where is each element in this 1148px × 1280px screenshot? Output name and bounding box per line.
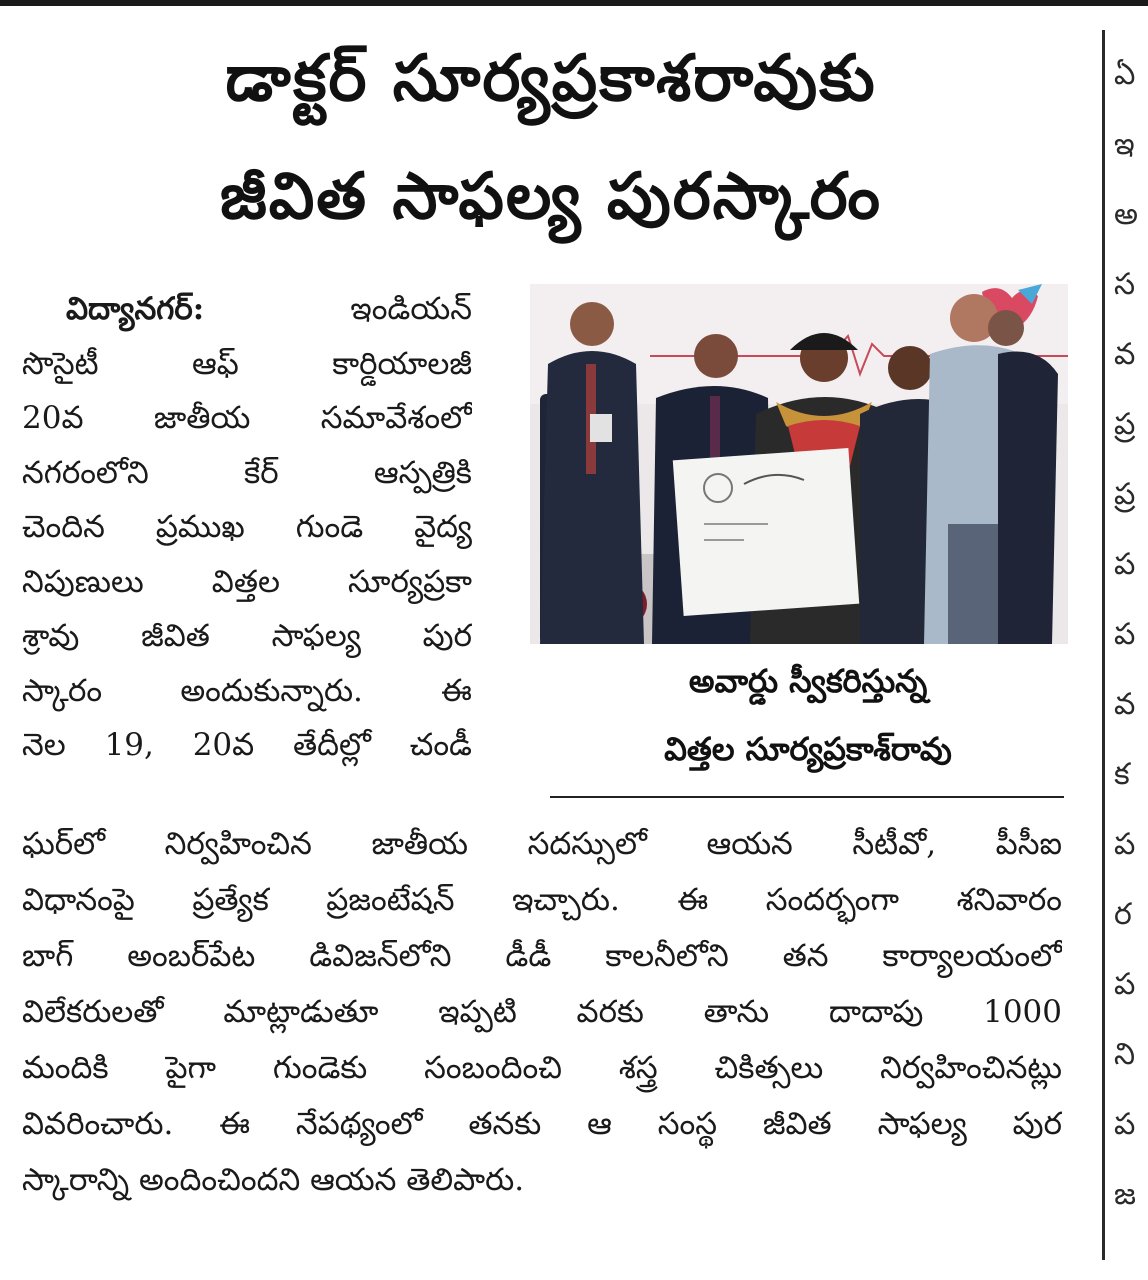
- adjacent-fragment: ప: [1114, 827, 1136, 862]
- article-full-line-6: వివరించారు. ఈ నేపథ్యంలో తనకు ఆ సంస్థ జీవిత సాఫల్య పుర: [22, 1106, 1062, 1142]
- adjacent-fragment: ప: [1114, 1107, 1136, 1142]
- adjacent-fragment: స: [1114, 267, 1136, 302]
- adjacent-fragment: వ: [1114, 337, 1136, 372]
- article-line-3: 20వ జాతీయ సమావేశంలో: [22, 400, 472, 436]
- caption-divider: [550, 796, 1064, 798]
- article-full-line-4: విలేకరులతో మాట్లాడుతూ ఇప్పటి వరకు తాను దాదాపు 1000: [22, 994, 1062, 1030]
- article-full-line-3: బాగ్ అంబర్‌పేట డివిజన్‌లోని డీడీ కాలనీలోని తన కార్యాలయంలో: [22, 938, 1062, 974]
- adjacent-fragment: ని: [1114, 1037, 1136, 1072]
- article-full-line-5: మందికి పైగా గుండెకు సంబందించి శస్త్ర చికిత్సలు నిర్వహించినట్లు: [22, 1050, 1062, 1086]
- adjacent-fragment: వ: [1114, 687, 1136, 722]
- article-line-8: స్కారం అందుకున్నారు. ఈ: [22, 672, 472, 709]
- article-full-width-block: [22, 816, 1062, 1208]
- article-line-7: శ్రావు జీవిత సాఫల్య పుర: [22, 618, 472, 654]
- adjacent-fragment: ప్ర: [1114, 407, 1136, 442]
- adjacent-fragment: ప: [1114, 547, 1136, 582]
- article-full-line-7: స్కారాన్ని అందించిందని ఆయన తెలిపారు.: [22, 1162, 525, 1198]
- award-ceremony-photo: [530, 284, 1068, 644]
- article-line-4: నగరంలోని కేర్ ఆస్పత్రికి: [22, 454, 472, 491]
- adjacent-fragment: ప్ర: [1114, 477, 1136, 512]
- article-line-1-text: ఇండియన్: [350, 291, 472, 327]
- top-border-rule: [0, 0, 1148, 6]
- adjacent-fragment: ర: [1114, 897, 1132, 932]
- article-dateline: విద్యానగర్:: [66, 291, 205, 327]
- photo-caption-line-2: విత్తల సూర్యప్రకాశ్‌రావు: [664, 730, 952, 768]
- headline-line-2: జీవిత సాఫల్య పురస్కారం: [220, 160, 882, 234]
- article-line-2: సొసైటీ ఆఫ్ కార్డియాలజీ: [22, 345, 472, 382]
- photo-caption-line-1: అవార్డు స్వీకరిస్తున్న: [688, 662, 928, 700]
- article-line-9: నెల 19, 20వ తేదీల్లో చండీ: [22, 727, 472, 763]
- column-divider: [1102, 30, 1105, 1260]
- article-left-column: [22, 282, 472, 773]
- article-line-1: [22, 282, 472, 337]
- article-line-6: నిపుణులు విత్తల సూర్యప్రకా: [22, 563, 472, 600]
- adjacent-fragment: ప: [1114, 617, 1136, 652]
- article-line-5: చెందిన ప్రముఖ గుండె వైద్య: [22, 509, 472, 545]
- adjacent-fragment: అ: [1114, 197, 1138, 232]
- adjacent-fragment: ఏ: [1114, 57, 1136, 92]
- headline-line-1: డాక్టర్ సూర్యప్రకాశరావుకు: [225, 42, 877, 116]
- adjacent-fragment: ఇ: [1114, 127, 1135, 162]
- adjacent-fragment: క: [1114, 757, 1130, 792]
- adjacent-fragment: జ: [1114, 1177, 1136, 1212]
- article-full-line-2: విధానంపై ప్రత్యేక ప్రజంటేషన్ ఇచ్చారు. ఈ సందర్భంగా శనివారం: [22, 882, 1062, 918]
- adjacent-article-column: [1114, 40, 1148, 1260]
- adjacent-fragment: ప: [1114, 967, 1136, 1002]
- article-full-line-1: ఘర్‌లో నిర్వహించిన జాతీయ సదస్సులో ఆయన సీటీవో, పీసీఐ: [22, 826, 1062, 862]
